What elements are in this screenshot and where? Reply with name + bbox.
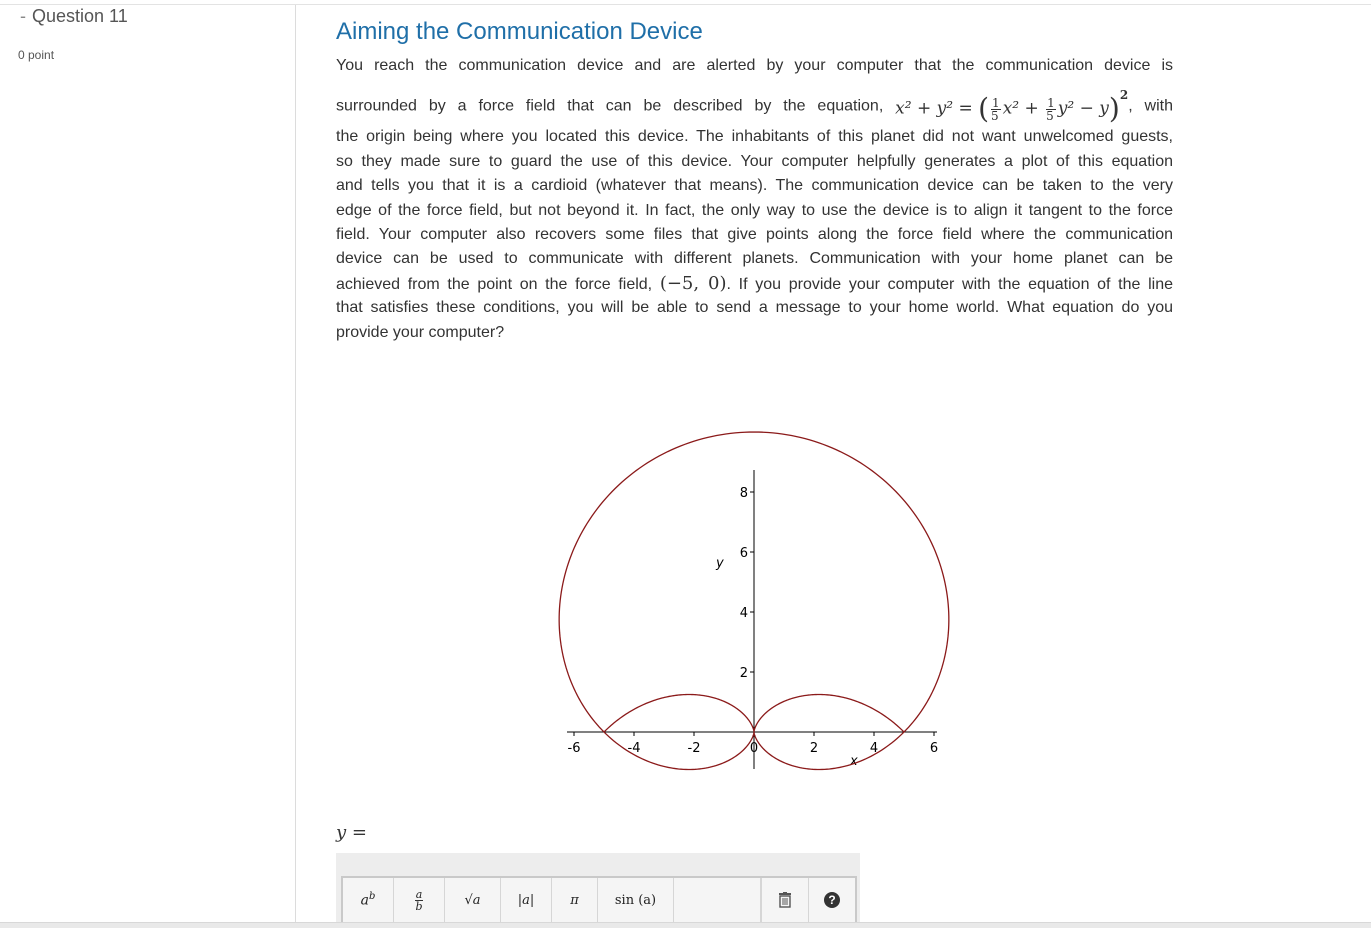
y-tick-label: 2 xyxy=(739,666,748,681)
x-tick-label: 4 xyxy=(869,741,879,756)
power-button[interactable]: $a^b$ xyxy=(343,878,394,922)
sin-button[interactable] xyxy=(598,878,674,922)
text-fragment: . If you provide your computer with the equation of the line xyxy=(726,275,1174,293)
eq-lhs: x² + y² = xyxy=(895,99,973,120)
power-button-exponent: b xyxy=(368,891,376,903)
eq-plus: + xyxy=(1024,99,1039,120)
pi-button-label: π xyxy=(570,892,579,908)
text-line: device can be used to communicate with different planets. Communication with your home planet can be xyxy=(336,250,1173,268)
y-axis-label: y xyxy=(716,556,724,571)
question-title: Aiming the Communication Device xyxy=(336,18,703,45)
text-line: You reach the communication device and are alerted by your computer that the communication device is xyxy=(336,57,1173,74)
sin-button-label: sin (a) xyxy=(614,892,657,908)
text-line: so they made sure to guard the use of this device. Your computer helpfully generates a plot of this equation xyxy=(336,152,1173,170)
question-label: Question 11 xyxy=(32,6,128,26)
text-line: edge of the force field, but not beyond it. In fact, the only way to use the device is to align it tangent to the force xyxy=(336,201,1173,219)
text-fragment: achieved from the point on the force field, xyxy=(336,275,653,293)
frac-num: 1 xyxy=(1047,96,1055,111)
force-field-equation xyxy=(895,81,1128,131)
collapse-dash-icon[interactable]: - xyxy=(20,6,26,26)
abs-button-label: |a| xyxy=(517,892,535,908)
sqrt-button-label: √a xyxy=(464,892,481,908)
x-tick-label: -6 xyxy=(567,741,581,756)
frac-den: 5 xyxy=(1046,109,1054,124)
y-tick-label: 8 xyxy=(739,486,748,501)
y-tick-label: 4 xyxy=(739,606,748,621)
text-fragment: surrounded by a force field that can be described by the equation, xyxy=(336,97,884,115)
bottom-divider xyxy=(0,922,1371,928)
x-axis-label: x xyxy=(850,754,858,769)
help-icon: ? xyxy=(824,892,840,908)
text-line: provide your computer? xyxy=(336,323,505,341)
fraction-button-num: a xyxy=(415,887,423,901)
text-line: field. Your computer also recovers some files that give points along the force field where the communication xyxy=(336,225,1173,243)
sqrt-button[interactable] xyxy=(445,878,501,922)
trash-icon xyxy=(778,892,792,908)
fraction-button-den: b xyxy=(415,899,423,913)
x-tick-label: -4 xyxy=(627,741,641,756)
eq-paren-close: ) xyxy=(1108,92,1120,126)
math-toolbar xyxy=(341,876,857,924)
text-fragment: , with xyxy=(1128,97,1173,115)
answer-prefix: y = xyxy=(336,822,367,843)
x-tick-label: 0 xyxy=(749,741,759,756)
question-text xyxy=(336,54,1173,345)
frac-num: 1 xyxy=(992,96,1000,111)
trash-button[interactable] xyxy=(761,878,809,922)
help-button[interactable] xyxy=(809,878,855,922)
eq-fraction xyxy=(1046,97,1056,122)
eq-outer-power: 2 xyxy=(1119,88,1129,103)
y-tick-label: 6 xyxy=(739,546,748,561)
question-sidebar xyxy=(0,5,296,922)
eq-minus-y: − y xyxy=(1079,99,1109,120)
point-value: (−5, 0) xyxy=(659,272,727,294)
toolbar-spacer xyxy=(674,878,761,922)
text-line: the origin being where you located this device. The inhabitants of this planet did not want unwelcomed guests, xyxy=(336,128,1173,146)
eq-fraction xyxy=(991,97,1001,122)
plot-svg xyxy=(540,378,960,783)
cardioid-plot xyxy=(540,378,960,783)
text-line-point xyxy=(336,272,1173,296)
eq-y2: y² xyxy=(1057,99,1075,120)
question-header[interactable] xyxy=(20,6,128,27)
eq-x2: x² xyxy=(1002,99,1020,120)
text-line-equation xyxy=(336,78,1173,125)
x-tick-label: 6 xyxy=(929,741,939,756)
pi-button[interactable] xyxy=(552,878,598,922)
question-points: 0 point xyxy=(18,48,55,62)
abs-button[interactable] xyxy=(501,878,552,922)
fraction-button[interactable] xyxy=(394,878,445,922)
eq-paren-open: ( xyxy=(978,92,990,126)
x-tick-label: 2 xyxy=(809,741,819,756)
text-line: and tells you that it is a cardioid (whatever that means). The communication device can be taken to the very xyxy=(336,177,1173,195)
frac-den: 5 xyxy=(991,109,999,124)
text-line: that satisfies these conditions, you will be able to send a message to your home world. What equation do you xyxy=(336,299,1173,317)
x-tick-label: -2 xyxy=(687,741,701,756)
